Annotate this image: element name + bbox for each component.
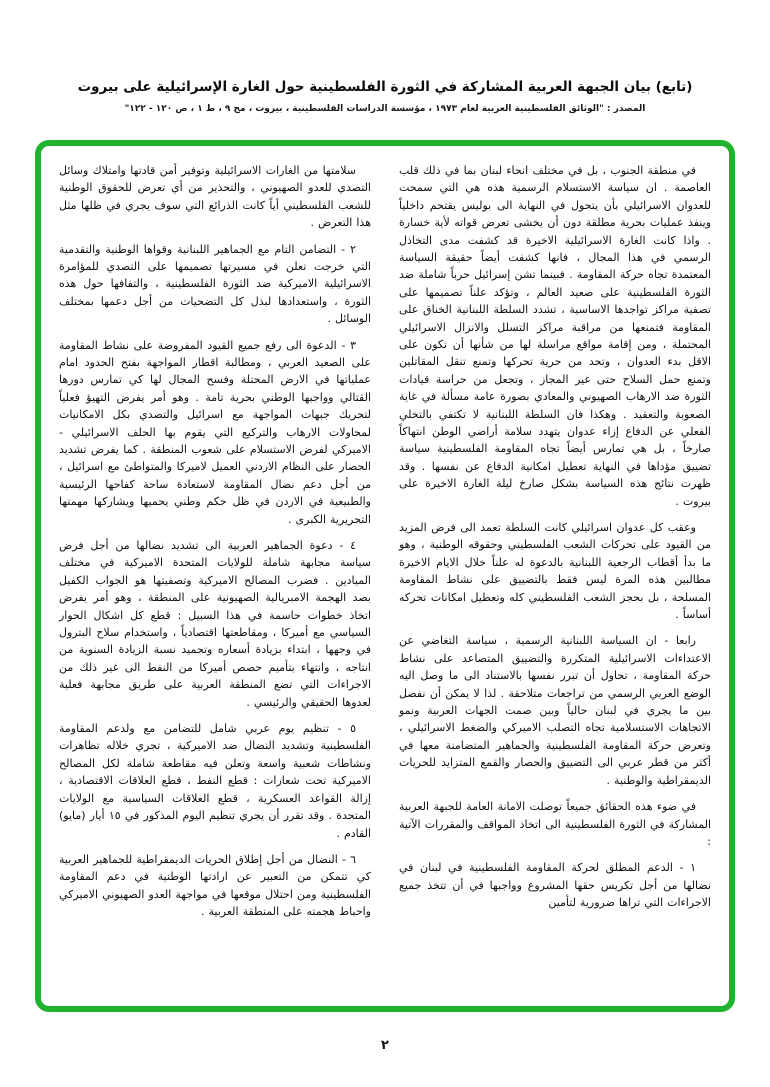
paragraph: رابعا - ان السياسة اللبنانية الرسمية ، سياسة التغاضي عن الاعتداءات الاسرائيلية المتكررة والتضييق المتصاعد على نشاط حركة المقاومة ، تحاول أن تبرر نفسها بالاستناد الى ما وصل اليه الوضع العربي الرسمي من تراجعات متلاحقة . لذا لا يمكن أن نفصل بين ما يجري في لبنان حالياً وبين صمت الجهات العربية ونمو الاتجاهات الاستسلامية تجاه التصلب الاميركي والضغط الاسرائيلي ، وتعرض حركة المقاومة الفلسطينية والجماهير المتضامنة معها في أكثر من قطر عربي الى التضييق والحصار والقمع المتزايد للحريات الديمقراطية والوطنية . <box>399 634 711 787</box>
two-column-layout <box>59 162 711 992</box>
document-header <box>0 0 770 114</box>
text-column-left <box>59 162 371 992</box>
paragraph: في منطقة الجنوب ، بل في مختلف انحاء لبنان بما في ذلك قلب العاصمة . ان سياسة الاستسلام الرسمية هذه هي التي سمحت للعدوان الاسرائيلي بأن يتحول في النهاية الى بوليس يقتحم داخلياً وينفذ عمليات بحرية مطلقة دون أن يخشى تعرض قواته لأية خسارة . واذا كانت الغارة الاسرائيلية الاخيرة قد كشفت مدى التخاذل الرسمي في هذا المجال ، فانها كشفت أيضاً حقيقة السياسة المعتمدة تجاه حركة المقاومة . فبينما تشن إسرائيل حرباً شاملة ضد الثورة الفلسطينية على صعيد العالم ، وتؤكد علناً تصميمها على تصفية مراكز تواجدها الاساسية ، تشدد السلطة اللبنانية الخناق على المقاومة فتمنعها من مراقبة مراكز التسلل والانزال الاسرائيلي المحتملة ، ومن إقامة مواقع مراسلة لها من شأنها أن تكون على الاقل بدء العدوان ، وتحد من حرية تحركها وتمنع تنقل المقاتلين وتمنع حمل السلاح حتى غير المجاز ، وتجعل من حراسة قيادات الثورة ضد الارهاب الصهيوني والمعادي بصورة عامة مسألة في غاية الصعوبة والتعقيد . وهكذا فان السلطة اللبنانية لا تكتفي بالتخلي الفعلي عن الدفاع إزاء عدوان يتهدد سلامة أراضي الوطن انتهاكاً صارخاً ، بل هي تمارس أيضاً تجاه المقاومة الفلسطينية سياسة تضييق مؤداها في النهاية تعطيل امكانية الدفاع عن نفسها . وقد ظهرت نتائج هذه السياسة بشكل صارخ ليلة الغارة الاخيرة على بيروت . <box>399 163 711 508</box>
paragraph: ٥ - تنظيم يوم عربي شامل للتضامن مع ولدعم المقاومة الفلسطينية وتشديد النضال ضد الاميركية ، تجري خلاله تظاهرات ونشاطات شعبية واسعة وتعلن فيه مقاطعة شاملة لكل المصالح الاميركية تحت شعارات : قطع النفط ، قطع العلاقات الاقتصادية ، إزالة القواعد العسكرية ، قطع العلاقات السياسية مع الولايات المتحدة . وقد تقرر أن يجري تنظيم اليوم المذكور في ١٥ أيار (مايو) القادم . <box>59 722 371 840</box>
paragraph: ٣ - الدعوة الى رفع جميع القيود المفروضة على نشاط المقاومة على الصعيد العربي ، ومطالبة اقطار المواجهة بفتح الحدود امام عملياتها في الارض المحتلة وفسح المجال لها كي تمارس دورها القتالي وواجبها الوطني بحرية تامة . وهو أمر يفرض التهيؤ فعلياً لتحريك جبهات المواجهة مع اسرائيل والتصدي بكل الامكانيات لمحاولات الارهاب والتركيع التي يقوم بها الحلف الاسرائيلي - الاميركي لفرض الاستسلام على شعوب المنطقة . كما يفرض تشديد الحصار على النظام الاردني العميل لاميركا والمتواطئ مع اسرائيل ، من أجل دعم نضال المقاومة لاستعادة ساحة كفاحها الرئيسية والطبيعية في الاردن في ظل حكم وطني يحميها ويشاركها مهمتها التحريرية الكبرى . <box>59 338 371 526</box>
green-border-content-box <box>35 140 735 1012</box>
paragraph: سلامتها من الغارات الاسرائيلية وتوفير أمن قادتها وامتلاك وسائل التصدي للعدو الصهيوني ، والتحذير من أي تعرض للحقوق الوطنية للشعب الفلسطيني أياً كانت الذرائع التي سوف يجري في ظلها مثل هذا التعرض . <box>59 163 371 230</box>
paragraph: ٦ - النضال من أجل إطلاق الحريات الديمقراطية للجماهير العربية كي تتمكن من التعبير عن ارادتها الوطنية في دعم المقاومة الفلسطينية ومن احتلال موقعها في مواجهة العدو الصهيوني الاميركي واحباط هجمته على المنطقة العربية . <box>59 852 371 919</box>
paragraph: ٢ - التضامن التام مع الجماهير اللبنانية وقواها الوطنية والتقدمية التي خرجت تعلن في مسيرتها تصميمها على التصدي للمؤامرة الاسرائيلية الاميركية ضد الثورة الفلسطينية ، والتفافها حول هذه الثورة ، واستعدادها لبذل كل التضحيات من أجل دعمها بمختلف الوسائل . <box>59 242 371 326</box>
text-column-right <box>399 162 711 992</box>
paragraph: وعقب كل عدوان اسرائيلي كانت السلطة تعمد الى فرض المزيد من القيود على تحركات الشعب الفلسطيني وحقوقه الوطنية ، وهو ما بدأ أقطاب الرجعية اللبنانية بالدعوة له علناً خلال الايام الاخيرة مطالبين هذه المرة ليس فقط بالتضييق على نشاط المقاومة المسلحة ، بل بحجز الشعب الفلسطيني كله وتعطيل امكانات تحركه أساساً . <box>399 521 711 622</box>
paragraph: ٤ - دعوة الجماهير العربية الى تشديد نضالها من أجل فرض سياسة مجابهة شاملة للولايات المتحدة الاميركية في مختلف الميادين . فضرب المصالح الاميركية وتصفيتها هو الجواب الكفيل بصد الهجمة الامبريالية الصهيونية على المنطقة ، وهو أمر يفرض اتخاذ خطوات حاسمة في هذا السبيل : قطع كل اشكال الحوار السياسي مع أميركا ، ومقاطعتها اقتصادياً ، واستخدام سلاح البترول في وجهها ، ابتداء بزيادة أسعاره وتجميد نسبة الزيادة السنوية من انتاجه ، وانتهاء بتأميم حصص أميركا من النفط الى غير ذلك من الاجراءات التي تضع المنطقة العربية على طريق مجابهة فعلية لعدوها الحقيقي والرئيسي . <box>59 539 371 709</box>
page-number: ٢ <box>381 1038 389 1053</box>
source-citation: المصدر : "الوثائق الفلسطينية العربية لعام ١٩٧٣ ، مؤسسة الدراسات الفلسطينية ، بيروت ، مج ٩ ، ط ١ ، ص ١٢٠ - ١٢٢" <box>124 103 646 114</box>
paragraph: ١ - الدعم المطلق لحركة المقاومة الفلسطينية في لبنان في نضالها من أجل تكريس حقها المشروع وواجبها في أن تتخذ جميع الاجراءات التي تراها ضرورية لتأمين <box>399 861 711 910</box>
document-title: (تابع) بيان الجبهة العربية المشاركة في الثورة الفلسطينية حول الغارة الإسرائيلية على بيروت <box>77 79 693 95</box>
paragraph: في ضوء هذه الحقائق جميعاً توصلت الامانة العامة للجبهة العربية المشاركة في الثورة الفلسطينية الى اتخاذ المواقف والمقررات الآتية : <box>399 800 711 848</box>
